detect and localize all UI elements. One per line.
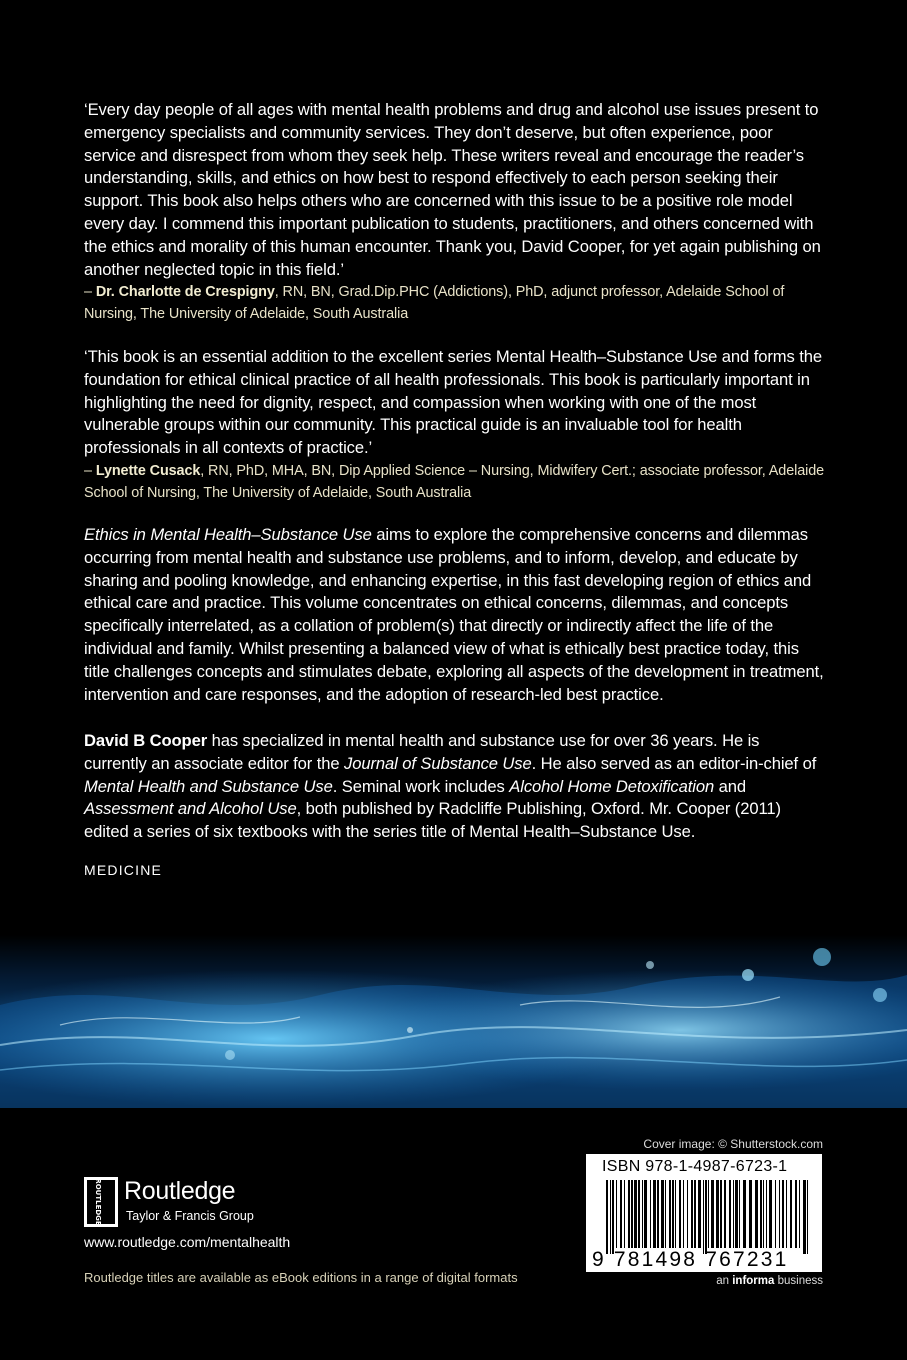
barcode-bar <box>790 1180 792 1248</box>
endorsement-1-quote: ‘Every day people of all ages with mental health problems and drug and alcohol use issues present to emergency specialists and community services. They don’t deserve, but often experience, poor service and disrespect from whom they seek help. These writers reveal and encourage the reader’s understanding, skills, and ethics on how best to respond effectively to each person seeking their support. This book also helps others who are concerned with this issue to be a positive role model every day. I commend this important publication to students, practitioners, and others concerned with the ethics and morality of this human encounter. Thank you, David Cooper, for yet again publishing on another neglected topic in this field.’ <box>84 100 821 279</box>
informa-business-tag: an informa business <box>716 1275 823 1287</box>
barcode-bar <box>634 1180 637 1248</box>
barcode-bar <box>711 1180 714 1248</box>
barcode-bar <box>705 1180 707 1254</box>
barcode-bar <box>691 1180 693 1248</box>
barcode-bar <box>724 1180 726 1248</box>
barcode-bar <box>606 1180 608 1254</box>
barcode-bar <box>755 1180 758 1248</box>
barcode-bar <box>716 1180 719 1248</box>
barcode-bar <box>675 1180 676 1248</box>
barcode-bar <box>708 1180 709 1248</box>
barcode-bar <box>720 1180 722 1248</box>
book-description: Ethics in Mental Health–Substance Use aims to explore the comprehensive concerns and dilemmas occurring from mental health and substance use problems, and to inform, develop, and educate by sharing and pooling knowledge, and enhancing expertise, in this fast developing region of ethics and ethical care and practice. This volume concentrates on ethical concerns, dilemmas, and concepts specifically interrelated, as a collation of problem(s) that directly or indirectly affect the life of the individual and family. Whilst presenting a balanced view of what is ethically best practice today, this title challenges concepts and stimulates debate, exploring all aspects of the development in treatment, intervention and care responses, and the adoption of research-led best practice. <box>84 525 824 704</box>
barcode-bar <box>620 1180 622 1248</box>
barcode-bar <box>610 1180 611 1254</box>
barcode-bar <box>616 1180 617 1248</box>
barcode-bar <box>679 1180 681 1248</box>
barcode-bar <box>628 1180 630 1248</box>
barcode-bar <box>769 1180 772 1248</box>
isbn-barcode <box>586 1154 822 1272</box>
endorser-name: Lynette Cusack <box>95 462 201 479</box>
barcode-bar <box>782 1180 784 1248</box>
routledge-logo-mark-icon <box>84 1177 120 1227</box>
cover-image-credit: Cover image: © Shutterstock.com <box>643 1137 823 1151</box>
barcode-bar <box>729 1180 731 1248</box>
publisher-name: Routledge <box>124 1177 236 1205</box>
barcode-bar <box>803 1180 806 1254</box>
barcode-bar <box>644 1180 647 1248</box>
subject-category: MEDICINE <box>84 862 163 878</box>
barcode-bar <box>661 1180 664 1248</box>
endorsement-1-attribution: – Dr. Charlotte de Crespigny, RN, BN, Grad.Dip.PHC (Addictions), PhD, adjunct professor, Adelaide School of Nursing, The University of Adelaide, South Australia <box>84 284 785 323</box>
author-name: David B Cooper <box>84 731 208 750</box>
publisher-url: www.routledge.com/mentalhealth <box>84 1234 291 1250</box>
barcode-bar <box>799 1180 800 1248</box>
barcode-bar <box>650 1180 651 1248</box>
logo-vertical-text: ROUTLEDGE <box>94 1178 102 1226</box>
endorsement-1 <box>84 99 826 325</box>
barcode-bar <box>703 1180 704 1254</box>
endorsement-2 <box>84 346 826 504</box>
barcode-digits: 9 781498 767231 <box>592 1248 789 1271</box>
endorsement-2-attribution: – Lynette Cusack, RN, PhD, MHA, BN, Dip Applied Science – Nursing, Midwifery Cert.; associate professor, Adelaide School of Nursing, The University of Adelaide, South Australia <box>84 462 825 501</box>
endorsement-2-quote: ‘This book is an essential addition to the excellent series Mental Health–Substance Use and forms the foundation for ethical clinical practice of all health professionals. This book is particularly important in highlighting the need for dignity, respect, and compassion when working with one of the most vulnerable groups within our community. This practical guide is an invaluable tool for health professionals in all contexts of practice.’ <box>84 347 822 458</box>
barcode-bar <box>733 1180 734 1248</box>
barcode-bar <box>638 1180 640 1248</box>
barcode-bar <box>743 1180 746 1248</box>
barcode-bar <box>631 1180 633 1248</box>
barcode-bar <box>735 1180 738 1248</box>
publisher-group: Taylor & Francis Group <box>126 1209 254 1223</box>
barcode-bar <box>749 1180 752 1248</box>
barcode-bar <box>624 1180 625 1248</box>
barcode-bar <box>694 1180 696 1248</box>
barcode-bar <box>672 1180 674 1248</box>
barcode-bar <box>807 1180 808 1254</box>
barcode-bar <box>683 1180 684 1248</box>
author-bio: David B Cooper has specialized in mental health and substance use for over 36 years. He is currently an associate editor for the Journal of Substance Use. He also served as an editor-in-chief of Mental Health and Substance Use. Seminal work includes Alcohol Home Detoxification and Assessment and Alcohol Use, both published by Radcliffe Publishing, Oxford. Mr. Cooper (2011) edited a series of six textbooks with the series title of Mental Health–Substance Use. <box>84 731 817 842</box>
barcode-bar <box>779 1180 780 1248</box>
barcode-bar <box>739 1180 740 1248</box>
barcode-bar <box>653 1180 656 1248</box>
endorser-name: Dr. Charlotte de Crespigny <box>95 284 275 301</box>
barcode-bar <box>698 1180 701 1248</box>
ebook-note: Routledge titles are available as eBook editions in a range of digital formats <box>84 1270 518 1285</box>
barcode-bar <box>665 1180 666 1248</box>
barcode-bar <box>760 1180 762 1248</box>
isbn-label: ISBN 978-1-4987-6723-1 <box>602 1158 788 1175</box>
barcode-bar <box>763 1180 764 1248</box>
barcode-bar <box>657 1180 659 1248</box>
barcode-bar <box>775 1180 776 1248</box>
barcode-bar <box>642 1180 643 1248</box>
water-cover-image <box>0 935 907 1108</box>
barcode-bar <box>669 1180 671 1248</box>
routledge-logo <box>84 1177 284 1227</box>
barcode-bar <box>786 1180 787 1248</box>
book-title: Ethics in Mental Health–Substance Use <box>84 525 372 544</box>
barcode-bar <box>766 1180 767 1248</box>
barcode-bar <box>795 1180 797 1248</box>
barcode-bar <box>687 1180 688 1248</box>
barcode-bar <box>612 1180 614 1254</box>
